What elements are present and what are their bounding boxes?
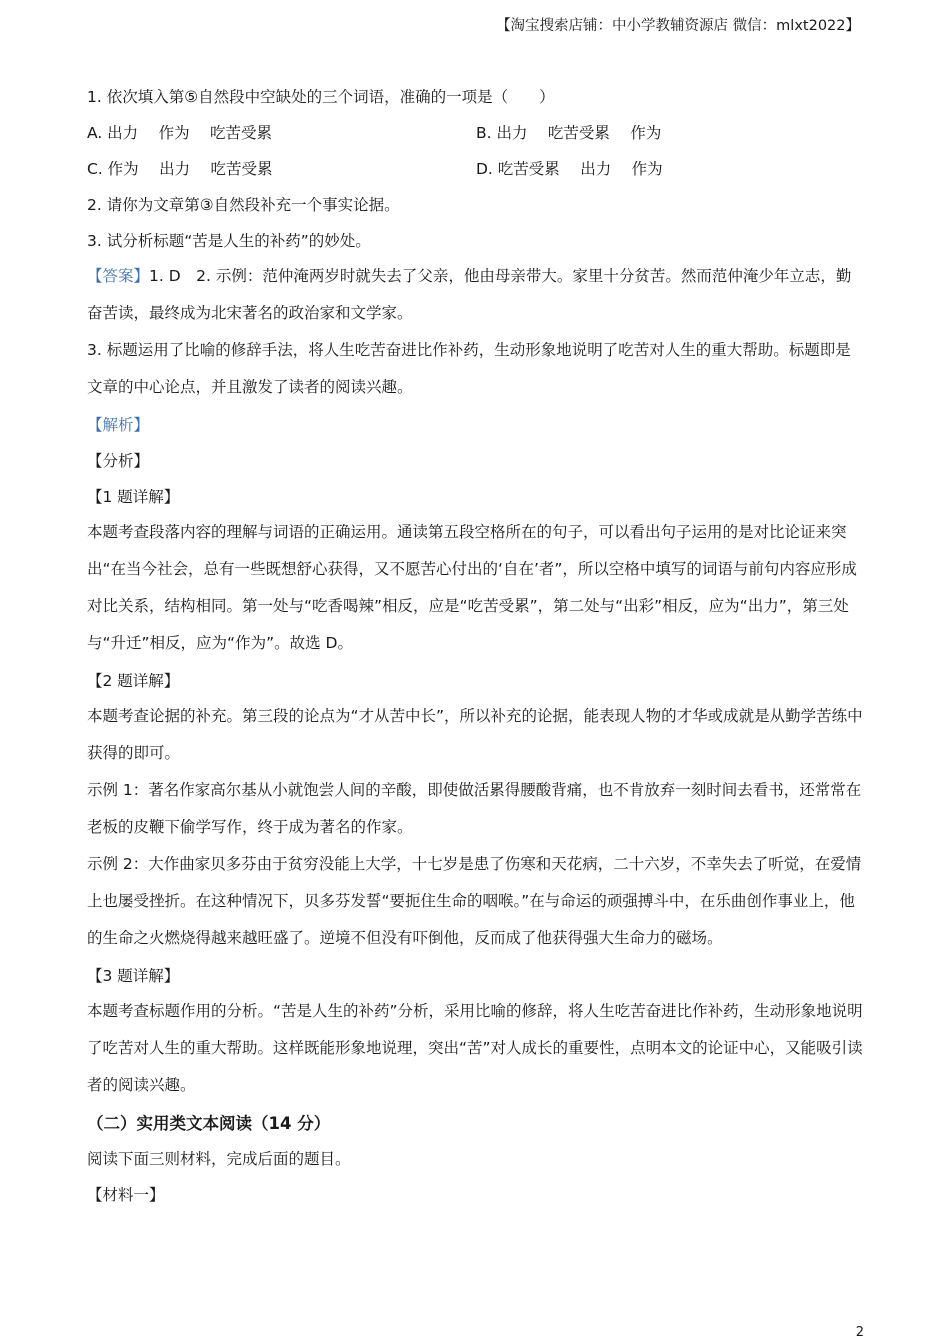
answer-3: 3. 标题运用了比喻的修辞手法，将人生吃苦奋进比作补药，生动形象地说明了吃苦对人生的重大帮助。标题即是文章的中心论点，并且激发了读者的阅读兴趣。	[87, 341, 851, 396]
detail-1-title: 【1 题详解】	[87, 488, 180, 506]
detail-1-text: 本题考查段落内容的理解与词语的正确运用。通读第五段空格所在的句子，可以看出句子运用的是对比论证来突出“在当今社会，总有一些既想舒心获得，又不愿苦心付出的‘自在’者”，所以空格中填写的词语与前句内容应形成对比关系，结构相同。第一处与“吃香喝辣”相反，应是“吃苦受累”，第二处与“出彩”相反，应为“出力”，第三处与“升迁”相反，应为“作为”。故选 D。	[87, 523, 857, 652]
options-row-2	[87, 150, 863, 186]
section-intro: 阅读下面三则材料，完成后面的题目。	[87, 1150, 351, 1168]
analysis-tag: 【解析】	[87, 416, 150, 434]
material-1-label: 【材料一】	[87, 1186, 165, 1204]
answer-text: 1. D 2. 示例：范仲淹两岁时就失去了父亲，他由母亲带大。家里十分贫苦。然而范仲淹少年立志，勤奋苦读，最终成为北宋著名的政治家和文学家。	[87, 267, 852, 322]
detail-3-title: 【3 题详解】	[87, 967, 180, 985]
option-d: D. 吃苦受累 出力 作为	[476, 160, 663, 178]
option-c: C. 作为 出力 吃苦受累	[87, 160, 273, 178]
analysis-heading: 【分析】	[87, 452, 150, 470]
example-1: 示例 1：著名作家高尔基从小就饱尝人间的辛酸，即使做活累得腰酸背痛，也不肯放弃一刻时间去看书，还常常在老板的皮鞭下偷学写作，终于成为著名的作家。	[87, 781, 862, 836]
options-row-1	[87, 114, 863, 150]
question-3: 3. 试分析标题“苦是人生的补药”的妙处。	[87, 232, 371, 250]
section-title: （二）实用类文本阅读（14 分）	[87, 1114, 331, 1133]
option-b: B. 出力 吃苦受累 作为	[476, 124, 662, 142]
option-a: A. 出力 作为 吃苦受累	[87, 124, 273, 142]
page-header: 【淘宝搜索店铺：中小学教辅资源店 微信：mlxt2022】	[496, 18, 860, 34]
answer-tag: 【答案】	[87, 267, 150, 285]
question-1: 1. 依次填入第⑤自然段中空缺处的三个词语，准确的一项是（ ）	[87, 88, 555, 106]
document-body	[87, 78, 863, 1212]
answer-paragraph	[87, 258, 863, 332]
detail-3-text: 本题考查标题作用的分析。“苦是人生的补药”分析，采用比喻的修辞，将人生吃苦奋进比作补药，生动形象地说明了吃苦对人生的重大帮助。这样既能形象地说理，突出“苦”对人成长的重要性，点明本文的论证中心，又能吸引读者的阅读兴趣。	[87, 1002, 863, 1094]
detail-2-title: 【2 题详解】	[87, 672, 180, 690]
question-2: 2. 请你为文章第③自然段补充一个事实论据。	[87, 196, 400, 214]
example-2: 示例 2：大作曲家贝多芬由于贫穷没能上大学，十七岁是患了伤寒和天花病，二十六岁，不幸失去了听觉，在爱情上也屡受挫折。在这种情况下，贝多芬发誓“要扼住生命的咽喉。”在与命运的顽强搏斗中，在乐曲创作事业上，他的生命之火燃烧得越来越旺盛了。逆境不但没有吓倒他，反而成了他获得强大生命力的磁场。	[87, 855, 862, 947]
page-number: 2	[855, 1325, 864, 1340]
detail-2-text: 本题考查论据的补充。第三段的论点为“才从苦中长”，所以补充的论据，能表现人物的才华或成就是从勤学苦练中获得的即可。	[87, 707, 863, 762]
